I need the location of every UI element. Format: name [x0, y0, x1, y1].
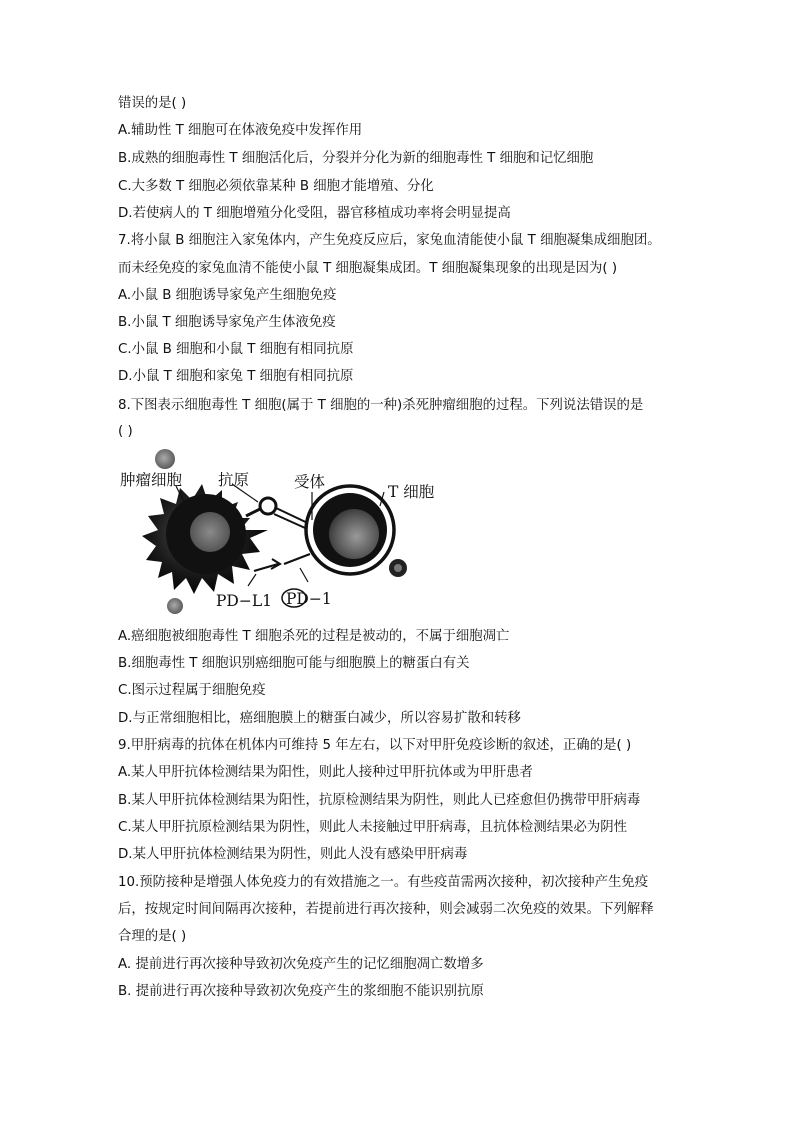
q7-option-a: A.小鼠 B 细胞诱导家兔产生细胞免疫 — [118, 288, 337, 303]
q9-option-a: A.某人甲肝抗体检测结果为阳性，则此人接种过甲肝抗体或为甲肝患者 — [118, 765, 533, 780]
label-t-cell: T 细胞 — [388, 483, 435, 501]
question-7-stem-line2: 而未经免疫的家兔血清不能使小鼠 T 细胞凝集成团。T 细胞凝集现象的出现是因为( ) — [118, 261, 618, 276]
pd1-stalk — [284, 554, 310, 564]
q9-option-b: B.某人甲肝抗体检测结果为阳性，抗原检测结果为阴性，则此人已痊愈但仍携带甲肝病毒 — [118, 793, 641, 808]
q9-option-c: C.某人甲肝抗原检测结果为阴性，则此人未接触过甲肝病毒，且抗体检测结果必为阴性 — [118, 820, 628, 835]
label-tumor-cell: 肿瘤细胞 — [120, 471, 183, 489]
q7-option-c: C.小鼠 B 细胞和小鼠 T 细胞有相同抗原 — [118, 342, 354, 357]
small-cell-bottom — [167, 598, 183, 614]
label-pd-l1: PD−L1 — [216, 592, 272, 610]
q6-option-d: D.若使病人的 T 细胞增殖分化受阻，器官移植成功率将会明显提高 — [118, 206, 511, 221]
q9-option-d: D.某人甲肝抗体检测结果为阴性，则此人没有感染甲肝病毒 — [118, 847, 468, 862]
question-10-stem-line2: 后，按规定时间间隔再次接种，若提前进行再次接种，则会减弱二次免疫的效果。下列解释 — [118, 902, 654, 917]
antigen-ring — [260, 498, 276, 514]
label-pd-1: PD−1 — [286, 590, 332, 608]
q6-option-a: A.辅助性 T 细胞可在体液免疫中发挥作用 — [118, 123, 363, 138]
q8-option-a: A.癌细胞被细胞毒性 T 细胞杀死的过程是被动的，不属于细胞凋亡 — [118, 629, 510, 644]
question-6-stem-end: 错误的是( ) — [118, 96, 187, 111]
q10-option-a: A. 提前进行再次接种导致初次免疫产生的记忆细胞凋亡数增多 — [118, 957, 484, 972]
small-cell-top — [155, 449, 175, 469]
question-10-stem-line3: 合理的是( ) — [118, 929, 187, 944]
t-cell-nucleus — [329, 509, 379, 559]
q6-option-b: B.成熟的细胞毒性 T 细胞活化后，分裂并分化为新的细胞毒性 T 细胞和记忆细胞 — [118, 151, 594, 166]
q8-option-c: C.图示过程属于细胞免疫 — [118, 683, 266, 698]
q7-option-b: B.小鼠 T 细胞诱导家兔产生体液免疫 — [118, 315, 336, 330]
question-7-stem-line1: 7.将小鼠 B 细胞注入家兔体内，产生免疫反应后，家兔血清能使小鼠 T 细胞凝集成细胞团。 — [118, 233, 661, 248]
label-receptor: 受体 — [294, 473, 326, 491]
question-9-stem: 9.甲肝病毒的抗体在机体内可维持 5 年左右，以下对甲肝免疫诊断的叙述，正确的是( ) — [118, 738, 632, 753]
label-antigen: 抗原 — [218, 471, 250, 489]
q8-option-d: D.与正常细胞相比，癌细胞膜上的糖蛋白减少，所以容易扩散和转移 — [118, 711, 521, 726]
q6-option-c: C.大多数 T 细胞必须依靠某种 B 细胞才能增殖、分化 — [118, 179, 434, 194]
question-8-stem-line2: ( ) — [118, 424, 133, 439]
q10-option-b: B. 提前进行再次接种导致初次免疫产生的浆细胞不能识别抗原 — [118, 984, 484, 999]
question-10-stem-line1: 10.预防接种是增强人体免疫力的有效措施之一。有些疫苗需两次接种，初次接种产生免疫 — [118, 875, 649, 890]
tumor-cell-nucleus — [190, 512, 230, 552]
q7-option-d: D.小鼠 T 细胞和家兔 T 细胞有相同抗原 — [118, 369, 354, 384]
q8-option-b: B.细胞毒性 T 细胞识别癌细胞可能与细胞膜上的糖蛋白有关 — [118, 656, 470, 671]
tcell-tumor-diagram — [118, 446, 448, 620]
question-8-stem-line1: 8.下图表示细胞毒性 T 细胞(属于 T 细胞的一种)杀死肿瘤细胞的过程。下列说法错误的是 — [118, 398, 644, 413]
